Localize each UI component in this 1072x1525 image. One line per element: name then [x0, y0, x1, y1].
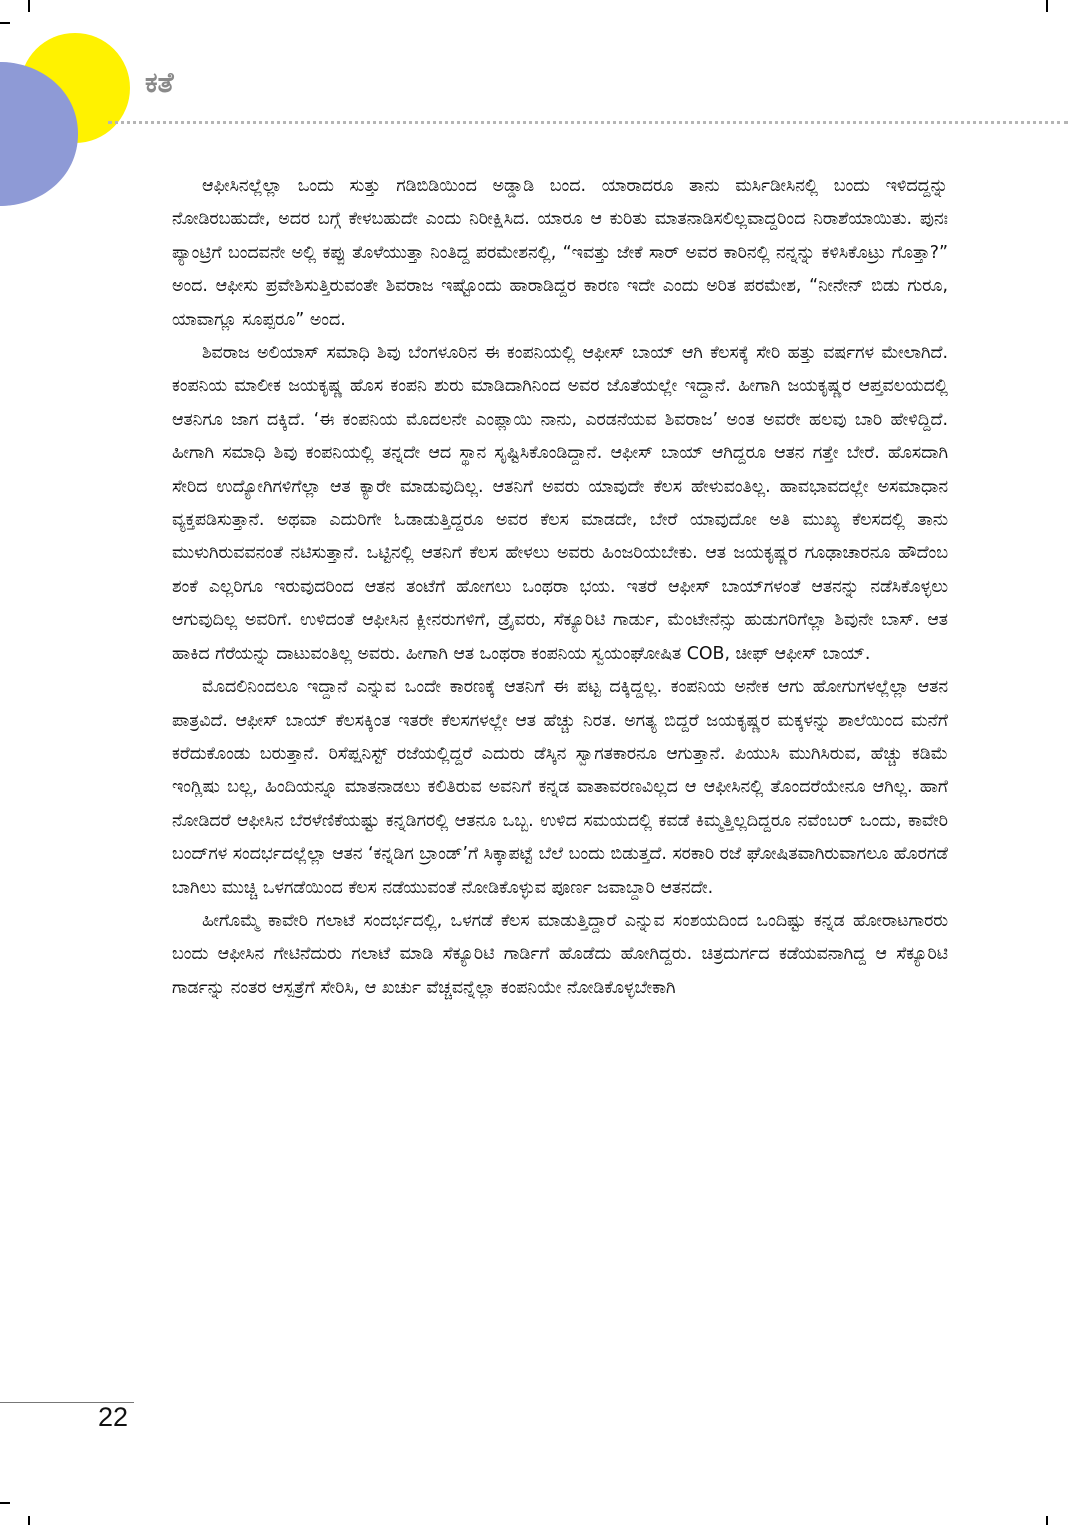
- paragraph: ಆಫೀಸಿನಲ್ಲೆಲ್ಲಾ ಒಂದು ಸುತ್ತು ಗಡಿಬಿಡಿಯಿಂದ ಅಡ್ಡಾಡಿ ಬಂದ. ಯಾರಾದರೂ ತಾನು ಮರ್ಸಿಡೀಸಿನಲ್ಲಿ ಬಂದು ಇಳಿದದ್ದನ್ನು ನೋಡಿರಬಹುದೇ, ಅದರ ಬಗ್ಗೆ ಕೇಳಬಹುದೇ ಎಂದು ನಿರೀಕ್ಷಿಸಿದ. ಯಾರೂ ಆ ಕುರಿತು ಮಾತನಾಡಿಸಲಿಲ್ಲವಾದ್ದರಿಂದ ನಿರಾಶೆಯಾಯಿತು. ಪುನಃ ಪ್ಯಾಂಟ್ರಿಗೆ ಬಂದವನೇ ಅಲ್ಲಿ ಕಪ್ಪು ತೊಳೆಯುತ್ತಾ ನಿಂತಿದ್ದ ಪರಮೇಶನಲ್ಲಿ, “ಇವತ್ತು ಜೇಕೆ ಸಾರ್ ಅವರ ಕಾರಿನಲ್ಲಿ ನನ್ನನ್ನು ಕಳಿಸಿಕೊಟ್ರು ಗೊತ್ತಾ?” ಅಂದ. ಆಫೀಸು ಪ್ರವೇಶಿಸುತ್ತಿರುವಂತೇ ಶಿವರಾಜ ಇಷ್ಟೊಂದು ಹಾರಾಡಿದ್ದರ ಕಾರಣ ಇದೇ ಎಂದು ಅರಿತ ಪರಮೇಶ, “ನೀನೇನ್ ಬಿಡು ಗುರೂ, ಯಾವಾಗ್ಲೂ ಸೂಪ್ಪರೂ” ಅಂದ.: [172, 176, 948, 330]
- paragraph: ಶಿವರಾಜ ಅಲಿಯಾಸ್ ಸಮಾಧಿ ಶಿವು ಬೆಂಗಳೂರಿನ ಈ ಕಂಪನಿಯಲ್ಲಿ ಆಫೀಸ್ ಬಾಯ್ ಆಗಿ ಕೆಲಸಕ್ಕೆ ಸೇರಿ ಹತ್ತು ವರ್ಷಗಳ ಮೇಲಾಗಿದೆ. ಕಂಪನಿಯ ಮಾಲೀಕ ಜಯಕೃಷ್ಣ ಹೊಸ ಕಂಪನಿ ಶುರು ಮಾಡಿದಾಗಿನಿಂದ ಅವರ ಜೊತೆಯಲ್ಲೇ ಇದ್ದಾನೆ. ಹೀಗಾಗಿ ಜಯಕೃಷ್ಣರ ಆಪ್ತವಲಯದಲ್ಲಿ ಆತನಿಗೂ ಜಾಗ ದಕ್ಕಿದೆ. ‘ಈ ಕಂಪನಿಯ ಮೊದಲನೇ ಎಂಪ್ಲಾಯಿ ನಾನು, ಎರಡನೆಯವ ಶಿವರಾಜ’ ಅಂತ ಅವರೇ ಹಲವು ಬಾರಿ ಹೇಳಿದ್ದಿದೆ. ಹೀಗಾಗಿ ಸಮಾಧಿ ಶಿವು ಕಂಪನಿಯಲ್ಲಿ ತನ್ನದೇ ಆದ ಸ್ಥಾನ ಸೃಷ್ಟಿಸಿಕೊಂಡಿದ್ದಾನೆ. ಆಫೀಸ್ ಬಾಯ್ ಆಗಿದ್ದರೂ ಆತನ ಗತ್ತೇ ಬೇರೆ. ಹೊಸದಾಗಿ ಸೇರಿದ ಉದ್ಯೋಗಿಗಳಿಗೆಲ್ಲಾ ಆತ ಕ್ಯಾರೇ ಮಾಡುವುದಿಲ್ಲ. ಆತನಿಗೆ ಅವರು ಯಾವುದೇ ಕೆಲಸ ಹೇಳುವಂತಿಲ್ಲ. ಹಾವಭಾವದಲ್ಲೇ ಅಸಮಾಧಾನ ವ್ಯಕ್ತಪಡಿಸುತ್ತಾನೆ. ಅಥವಾ ಎದುರಿಗೇ ಓಡಾಡುತ್ತಿದ್ದರೂ ಅವರ ಕೆಲಸ ಮಾಡದೇ, ಬೇರೆ ಯಾವುದೋ ಅತಿ ಮುಖ್ಯ ಕೆಲಸದಲ್ಲಿ ತಾನು ಮುಳುಗಿರುವವನಂತೆ ನಟಿಸುತ್ತಾನೆ. ಒಟ್ಟಿನಲ್ಲಿ ಆತನಿಗೆ ಕೆಲಸ ಹೇಳಲು ಅವರು ಹಿಂಜರಿಯಬೇಕು. ಆತ ಜಯಕೃಷ್ಣರ ಗೂಢಾಚಾರನೂ ಹೌದೆಂಬ ಶಂಕೆ ಎಲ್ಲರಿಗೂ ಇರುವುದರಿಂದ ಆತನ ತಂಟೆಗೆ ಹೋಗಲು ಒಂಥರಾ ಭಯ. ಇತರೆ ಆಫೀಸ್ ಬಾಯ್‌ಗಳಂತೆ ಆತನನ್ನು ನಡೆಸಿಕೊಳ್ಳಲು ಆಗುವುದಿಲ್ಲ ಅವರಿಗೆ. ಉಳಿದಂತೆ ಆಫೀಸಿನ ಕ್ಲೀನರುಗಳಿಗೆ, ಡ್ರೈವರು, ಸೆಕ್ಯೂರಿಟಿ ಗಾರ್ಡು, ಮೆಂಟೇನೆನ್ಸು ಹುಡುಗರಿಗೆಲ್ಲಾ ಶಿವುನೇ ಬಾಸ್. ಆತ ಹಾಕಿದ ಗೆರೆಯನ್ನು ದಾಟುವಂತಿಲ್ಲ ಅವರು. ಹೀಗಾಗಿ ಆತ ಒಂಥರಾ ಕಂಪನಿಯ ಸ್ವಯಂಘೋಷಿತ COB, ಚೀಫ್ ಆಫೀಸ್ ಬಾಯ್.: [172, 343, 948, 664]
- paragraph: ಮೊದಲಿನಿಂದಲೂ ಇದ್ದಾನೆ ಎನ್ನುವ ಒಂದೇ ಕಾರಣಕ್ಕೆ ಆತನಿಗೆ ಈ ಪಟ್ಟ ದಕ್ಕಿದ್ದಲ್ಲ. ಕಂಪನಿಯ ಅನೇಕ ಆಗು ಹೋಗುಗಳಲ್ಲೆಲ್ಲಾ ಆತನ ಪಾತ್ರವಿದೆ. ಆಫೀಸ್ ಬಾಯ್ ಕೆಲಸಕ್ಕಿಂತ ಇತರೇ ಕೆಲಸಗಳಲ್ಲೇ ಆತ ಹೆಚ್ಚು ನಿರತ. ಅಗತ್ಯ ಬಿದ್ದರೆ ಜಯಕೃಷ್ಣರ ಮಕ್ಕಳನ್ನು ಶಾಲೆಯಿಂದ ಮನೆಗೆ ಕರೆದುಕೊಂಡು ಬರುತ್ತಾನೆ. ರಿಸೆಪ್ಷನಿಸ್ಟ್ ರಜೆಯಲ್ಲಿದ್ದರೆ ಎದುರು ಡೆಸ್ಕಿನ ಸ್ವಾಗತಕಾರನೂ ಆಗುತ್ತಾನೆ. ಪಿಯುಸಿ ಮುಗಿಸಿರುವ, ಹೆಚ್ಚು ಕಡಿಮೆ ಇಂಗ್ಲಿಷು ಬಲ್ಲ, ಹಿಂದಿಯನ್ನೂ ಮಾತನಾಡಲು ಕಲಿತಿರುವ ಅವನಿಗೆ ಕನ್ನಡ ವಾತಾವರಣವಿಲ್ಲದ ಆ ಆಫೀಸಿನಲ್ಲಿ ತೊಂದರೆಯೇನೂ ಆಗಿಲ್ಲ. ಹಾಗೆ ನೋಡಿದರೆ ಆಫೀಸಿನ ಬೆರಳೆಣಿಕೆಯಷ್ಟು ಕನ್ನಡಿಗರಲ್ಲಿ ಆತನೂ ಒಬ್ಬ. ಉಳಿದ ಸಮಯದಲ್ಲಿ ಕವಡೆ ಕಿಮ್ಮತ್ತಿಲ್ಲದಿದ್ದರೂ ನವೆಂಬರ್ ಒಂದು, ಕಾವೇರಿ ಬಂದ್‌ಗಳ ಸಂದರ್ಭದಲ್ಲೆಲ್ಲಾ ಆತನ ‘ಕನ್ನಡಿಗ ಬ್ರಾಂಡ್’ಗೆ ಸಿಕ್ಕಾಪಟ್ಟೆ ಬೆಲೆ ಬಂದು ಬಿಡುತ್ತದೆ. ಸರಕಾರಿ ರಜೆ ಘೋಷಿತವಾಗಿರುವಾಗಲೂ ಹೊರಗಡೆ ಬಾಗಿಲು ಮುಚ್ಚಿ ಒಳಗಡೆಯಿಂದ ಕೆಲಸ ನಡೆಯುವಂತೆ ನೋಡಿಕೊಳ್ಳುವ ಪೂರ್ಣ ಜವಾಬ್ದಾರಿ ಆತನದೇ.: [172, 677, 948, 898]
- crop-mark: [28, 1516, 30, 1525]
- paragraph: ಹೀಗೊಮ್ಮೆ ಕಾವೇರಿ ಗಲಾಟೆ ಸಂದರ್ಭದಲ್ಲಿ, ಒಳಗಡೆ ಕೆಲಸ ಮಾಡುತ್ತಿದ್ದಾರೆ ಎನ್ನುವ ಸಂಶಯದಿಂದ ಒಂದಿಷ್ಟು ಕನ್ನಡ ಹೋರಾಟಗಾರರು ಬಂದು ಆಫೀಸಿನ ಗೇಟಿನೆದುರು ಗಲಾಟೆ ಮಾಡಿ ಸೆಕ್ಯೂರಿಟಿ ಗಾರ್ಡಿಗೆ ಹೊಡೆದು ಹೋಗಿದ್ದರು. ಚಿತ್ರದುರ್ಗದ ಕಡೆಯವನಾಗಿದ್ದ ಆ ಸೆಕ್ಯೂರಿಟಿ ಗಾರ್ಡನ್ನು ನಂತರ ಆಸ್ಪತ್ರೆಗೆ ಸೇರಿಸಿ, ಆ ಖರ್ಚು ವೆಚ್ಚವನ್ನೆಲ್ಲಾ ಕಂಪನಿಯೇ ನೋಡಿಕೊಳ್ಳಬೇಕಾಗಿ: [172, 910, 948, 998]
- story-body: [172, 170, 948, 1005]
- header-dotted-rule: [108, 121, 1068, 124]
- crop-mark: [0, 1502, 10, 1504]
- section-label: ಕತೆ: [145, 66, 174, 99]
- header-circles-decoration: [0, 0, 140, 210]
- crop-mark: [1046, 1516, 1048, 1525]
- crop-mark: [1046, 0, 1048, 12]
- page-number: 22: [98, 1402, 129, 1432]
